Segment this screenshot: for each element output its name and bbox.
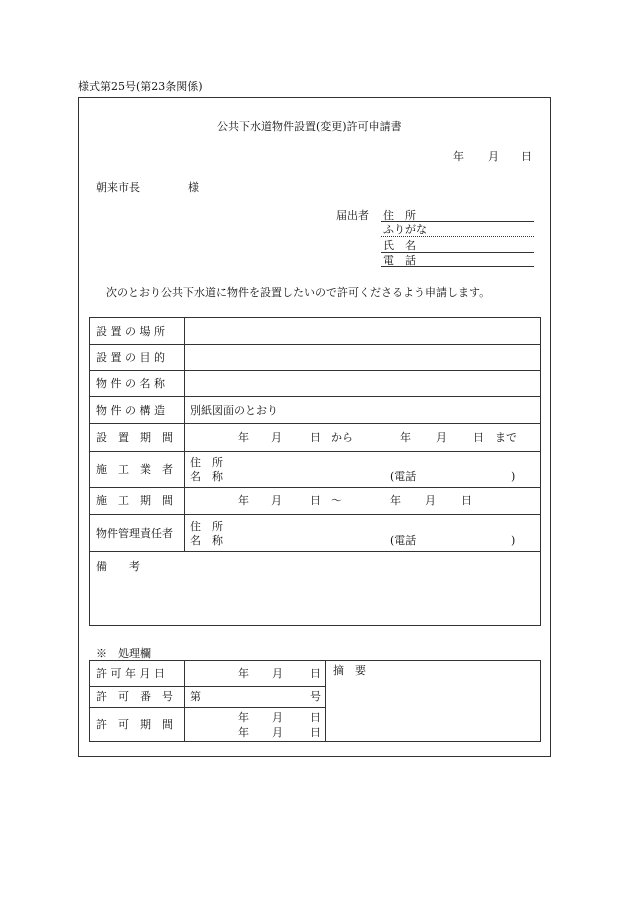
- remarks-label: 備 考: [96, 560, 140, 573]
- row-label-location: 設 置 の 場 所: [96, 325, 165, 338]
- work-to-month[interactable]: 月: [425, 494, 436, 507]
- applicant-address-label: 住 所: [383, 209, 416, 222]
- manager-address-label: 住 所: [190, 520, 223, 533]
- application-statement: 次のとおり公共下水道に物件を設置したいので許可くださるよう申請します。: [106, 286, 491, 299]
- contractor-phone-close: ): [511, 470, 516, 483]
- work-from-day[interactable]: 日: [310, 494, 321, 507]
- row-label-object-name: 物 件 の 名 称: [96, 377, 165, 390]
- contractor-name-label: 名 称: [190, 470, 223, 483]
- row-label-work-period: 施 工 期 間: [96, 494, 173, 507]
- permit-from-day[interactable]: 日: [310, 711, 321, 724]
- permit-from-month[interactable]: 月: [272, 711, 283, 724]
- permit-period-label: 許 可 期 間: [96, 718, 173, 731]
- applicant-phone-label: 電 話: [383, 254, 416, 267]
- install-to-month[interactable]: 月: [436, 431, 447, 444]
- work-from-year[interactable]: 年: [238, 494, 249, 507]
- remarks-field[interactable]: [90, 575, 540, 625]
- install-to-label: まで: [495, 431, 517, 444]
- work-to-year[interactable]: 年: [390, 494, 401, 507]
- permit-to-year[interactable]: 年: [238, 726, 249, 739]
- manager-phone-open[interactable]: (電話: [390, 534, 417, 547]
- install-from-day[interactable]: 日: [310, 431, 321, 444]
- object-name-field[interactable]: [185, 371, 540, 396]
- permit-date-day[interactable]: 日: [310, 667, 321, 680]
- row-label-purpose: 設 置 の 目 的: [96, 351, 165, 364]
- purpose-field[interactable]: [185, 345, 540, 370]
- work-period-tilde: ～: [331, 494, 342, 507]
- form-number: 様式第25号(第23条関係): [78, 80, 203, 93]
- install-from-month[interactable]: 月: [271, 431, 282, 444]
- permit-number-suffix: 号: [310, 690, 321, 703]
- permit-from-year[interactable]: 年: [238, 711, 249, 724]
- permit-number-prefix: 第: [190, 690, 201, 703]
- permit-date-year[interactable]: 年: [238, 667, 249, 680]
- install-from-year[interactable]: 年: [238, 431, 249, 444]
- permit-number-label: 許 可 番 号: [96, 690, 173, 703]
- applicant-furigana-label: ふりがな: [383, 223, 427, 236]
- contractor-address-label: 住 所: [190, 456, 223, 469]
- row-label-manager: 物件管理責任者: [96, 527, 173, 540]
- permit-date-month[interactable]: 月: [272, 667, 283, 680]
- structure-value[interactable]: 別紙図面のとおり: [190, 404, 278, 417]
- location-field[interactable]: [185, 318, 540, 344]
- applicant-address-field[interactable]: [381, 221, 534, 222]
- manager-phone-close: ): [511, 534, 516, 547]
- addressee-name: 朝来市長: [96, 181, 140, 194]
- row-label-install-period: 設 置 期 間: [96, 431, 173, 444]
- work-from-month[interactable]: 月: [271, 494, 282, 507]
- permit-date-label: 許 可 年 月 日: [96, 667, 165, 680]
- applicant-heading: 届出者: [336, 209, 369, 222]
- summary-label: 摘 要: [333, 664, 366, 677]
- date-month[interactable]: 月: [488, 150, 499, 163]
- row-label-structure: 物 件 の 構 造: [96, 404, 165, 417]
- applicant-name-field[interactable]: [381, 252, 534, 253]
- contractor-phone-open[interactable]: (電話: [390, 470, 417, 483]
- processing-heading: ※ 処理欄: [96, 647, 151, 660]
- addressee-honorific: 様: [188, 181, 199, 194]
- install-to-year[interactable]: 年: [400, 431, 411, 444]
- work-to-day[interactable]: 日: [461, 494, 472, 507]
- date-day[interactable]: 日: [521, 150, 532, 163]
- install-to-day[interactable]: 日: [473, 431, 484, 444]
- form-title: 公共下水道物件設置(変更)許可申請書: [217, 120, 402, 133]
- date-year[interactable]: 年: [453, 150, 464, 163]
- manager-name-label: 名 称: [190, 534, 223, 547]
- applicant-phone-field[interactable]: [381, 266, 534, 267]
- permit-to-month[interactable]: 月: [272, 726, 283, 739]
- permit-to-day[interactable]: 日: [310, 726, 321, 739]
- install-from-label: から: [331, 431, 353, 444]
- applicant-furigana-field[interactable]: [381, 236, 534, 237]
- row-label-contractor: 施 工 業 者: [96, 463, 173, 476]
- applicant-name-label: 氏 名: [383, 239, 416, 252]
